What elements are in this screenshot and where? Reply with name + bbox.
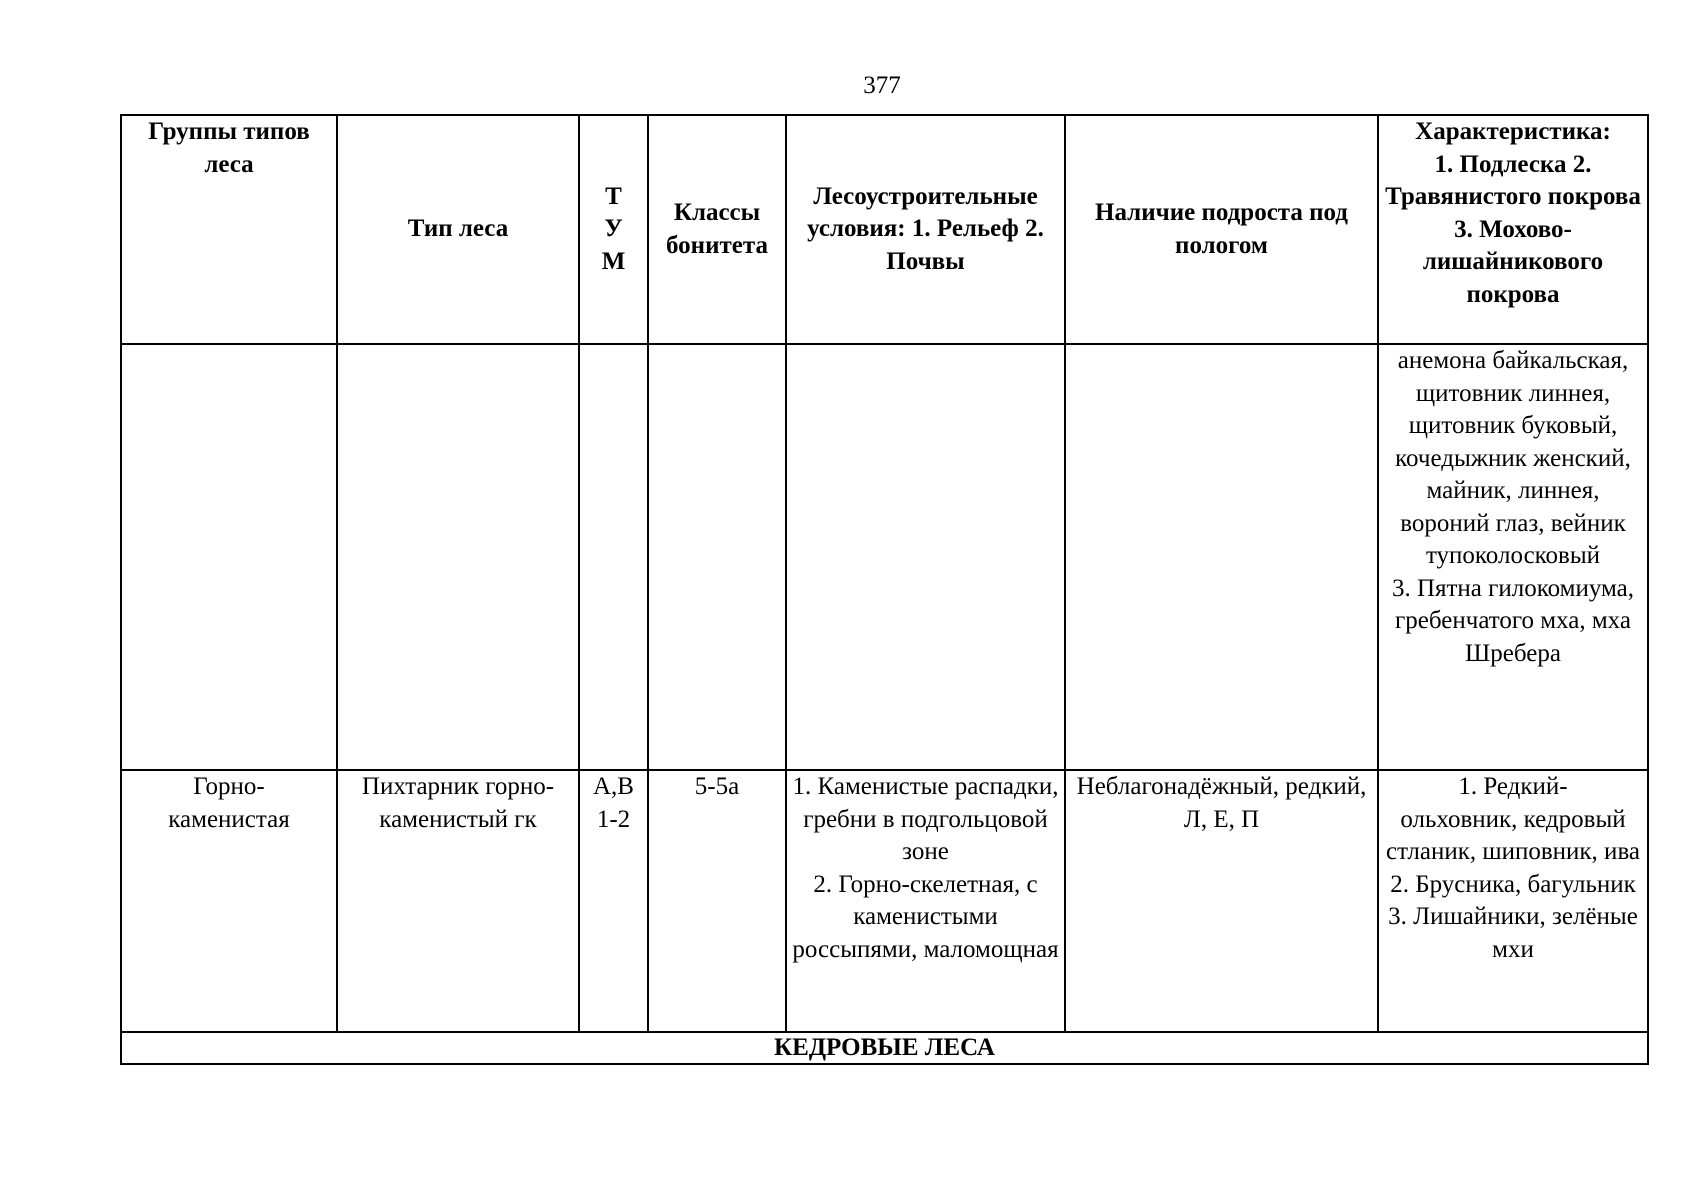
cell-type: Пихтарник горно- каменистый гк <box>337 770 579 1032</box>
cell-tum: А,В 1-2 <box>579 770 648 1032</box>
cell-group: Горно- каменистая <box>121 770 337 1032</box>
forest-types-table <box>120 114 1649 1065</box>
table-row <box>121 770 1648 1032</box>
header-tum: Т У М <box>579 115 648 344</box>
cell-undergrowth: Неблагонадёжный, редкий, Л, Е, П <box>1065 770 1378 1032</box>
cell-tum <box>579 344 648 770</box>
cell-bonitet <box>648 344 786 770</box>
header-forest-conditions: Лесоустроительные условия: 1. Рельеф 2. Почвы <box>786 115 1065 344</box>
table-header-row <box>121 115 1648 344</box>
cell-characteristics: анемона байкальская, щитовник линнея, щитовник буковый, кочедыжник женский, майник, линнея, вороний глаз, вейник тупоколосковый 3. Пятна гилокомиума, гребенчатого мха, мха Шребера <box>1378 344 1648 770</box>
cell-type <box>337 344 579 770</box>
section-title: КЕДРОВЫЕ ЛЕСА <box>121 1032 1648 1064</box>
table-section-row <box>121 1032 1648 1064</box>
cell-group <box>121 344 337 770</box>
header-forest-type: Тип леса <box>337 115 579 344</box>
cell-undergrowth <box>1065 344 1378 770</box>
header-bonitet-classes: Классы бонитета <box>648 115 786 344</box>
page-number: 377 <box>863 72 901 99</box>
cell-characteristics: 1. Редкий- ольховник, кедровый стланик, шиповник, ива 2. Брусника, багульник 3. Лишайники, зелёные мхи <box>1378 770 1648 1032</box>
cell-bonitet: 5-5а <box>648 770 786 1032</box>
header-forest-type-groups: Группы типов леса <box>121 115 337 344</box>
header-undergrowth-presence: Наличие подроста под пологом <box>1065 115 1378 344</box>
cell-conditions <box>786 344 1065 770</box>
header-characteristics: Характеристика: 1. Подлеска 2. Травянистого покрова 3. Мохово-лишайникового покрова <box>1378 115 1648 344</box>
cell-conditions: 1. Каменистые распадки, гребни в подгольцовой зоне 2. Горно-скелетная, с каменистыми россыпями, маломощная <box>786 770 1065 1032</box>
table-row-continuation <box>121 344 1648 770</box>
